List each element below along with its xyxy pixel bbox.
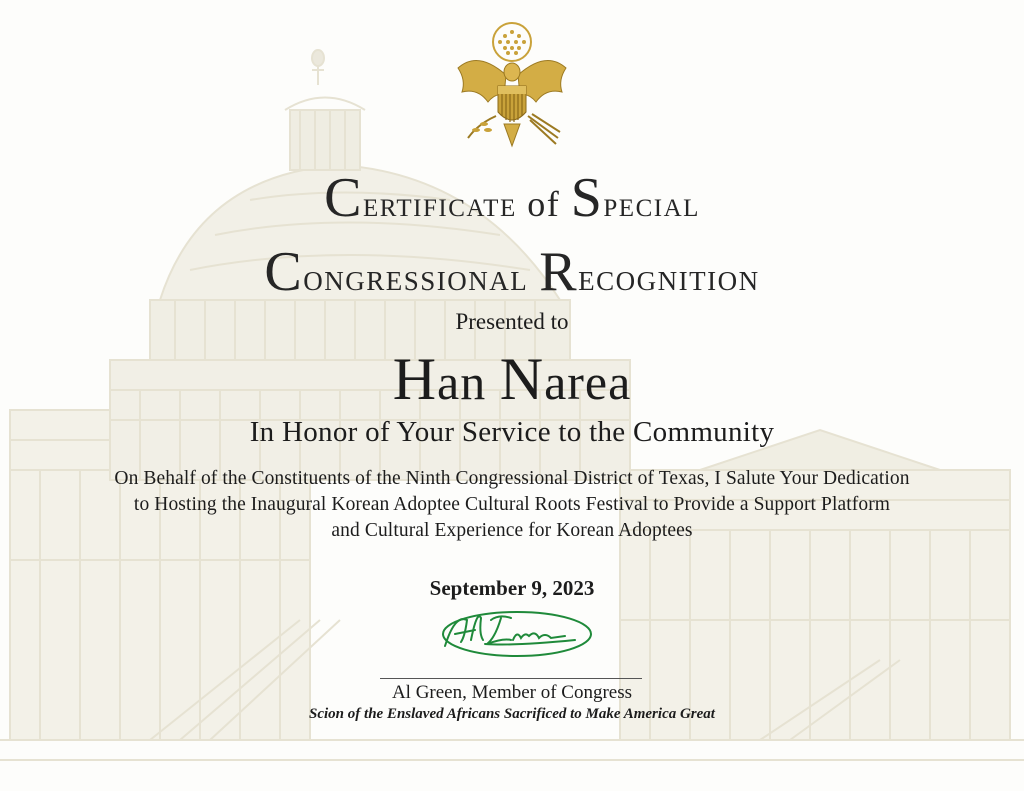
recipient-name bbox=[0, 345, 1024, 414]
signer-motto: Scion of the Enslaved Africans Sacrificed to Make America Great bbox=[309, 706, 715, 722]
title-initial-s: S bbox=[570, 167, 604, 229]
recipient-last-rest: area bbox=[544, 354, 632, 410]
recipient-first-initial: H bbox=[392, 346, 438, 412]
title-initial-c2: C bbox=[264, 241, 304, 303]
great-seal-eagle-icon bbox=[448, 20, 576, 152]
title-initial-r: R bbox=[539, 241, 579, 303]
title-word-congressional: ongressional bbox=[303, 257, 529, 299]
title-word-of: of bbox=[527, 184, 561, 224]
citation-line-2: to Hosting the Inaugural Korean Adoptee Cultural Roots Festival to Provide a Support Platform bbox=[133, 494, 891, 515]
certificate-date: September 9, 2023 bbox=[429, 576, 595, 600]
signature-image bbox=[425, 600, 595, 664]
citation-line-1: On Behalf of the Constituents of the Ninth Congressional District of Texas, I Salute Your Dedication bbox=[114, 468, 910, 489]
citation-text bbox=[20, 466, 1004, 544]
signature-line bbox=[380, 678, 642, 679]
presented-to-label: Presented to bbox=[455, 309, 569, 334]
title-word-special: pecial bbox=[603, 184, 700, 224]
honor-line: In Honor of Your Service to the Community bbox=[249, 416, 775, 448]
citation-line-3: and Cultural Experience for Korean Adoptees bbox=[331, 520, 693, 541]
certificate-title-line-2 bbox=[0, 240, 1024, 304]
certificate-title-line-1 bbox=[0, 166, 1024, 230]
recipient-last-initial: N bbox=[499, 346, 545, 412]
title-initial-c: C bbox=[324, 167, 363, 229]
title-word-recognition: ecognition bbox=[578, 257, 760, 299]
recipient-first-rest: an bbox=[437, 354, 487, 410]
title-word-certificate: ertificate bbox=[362, 184, 517, 224]
signer-name: Al Green, Member of Congress bbox=[391, 682, 633, 703]
